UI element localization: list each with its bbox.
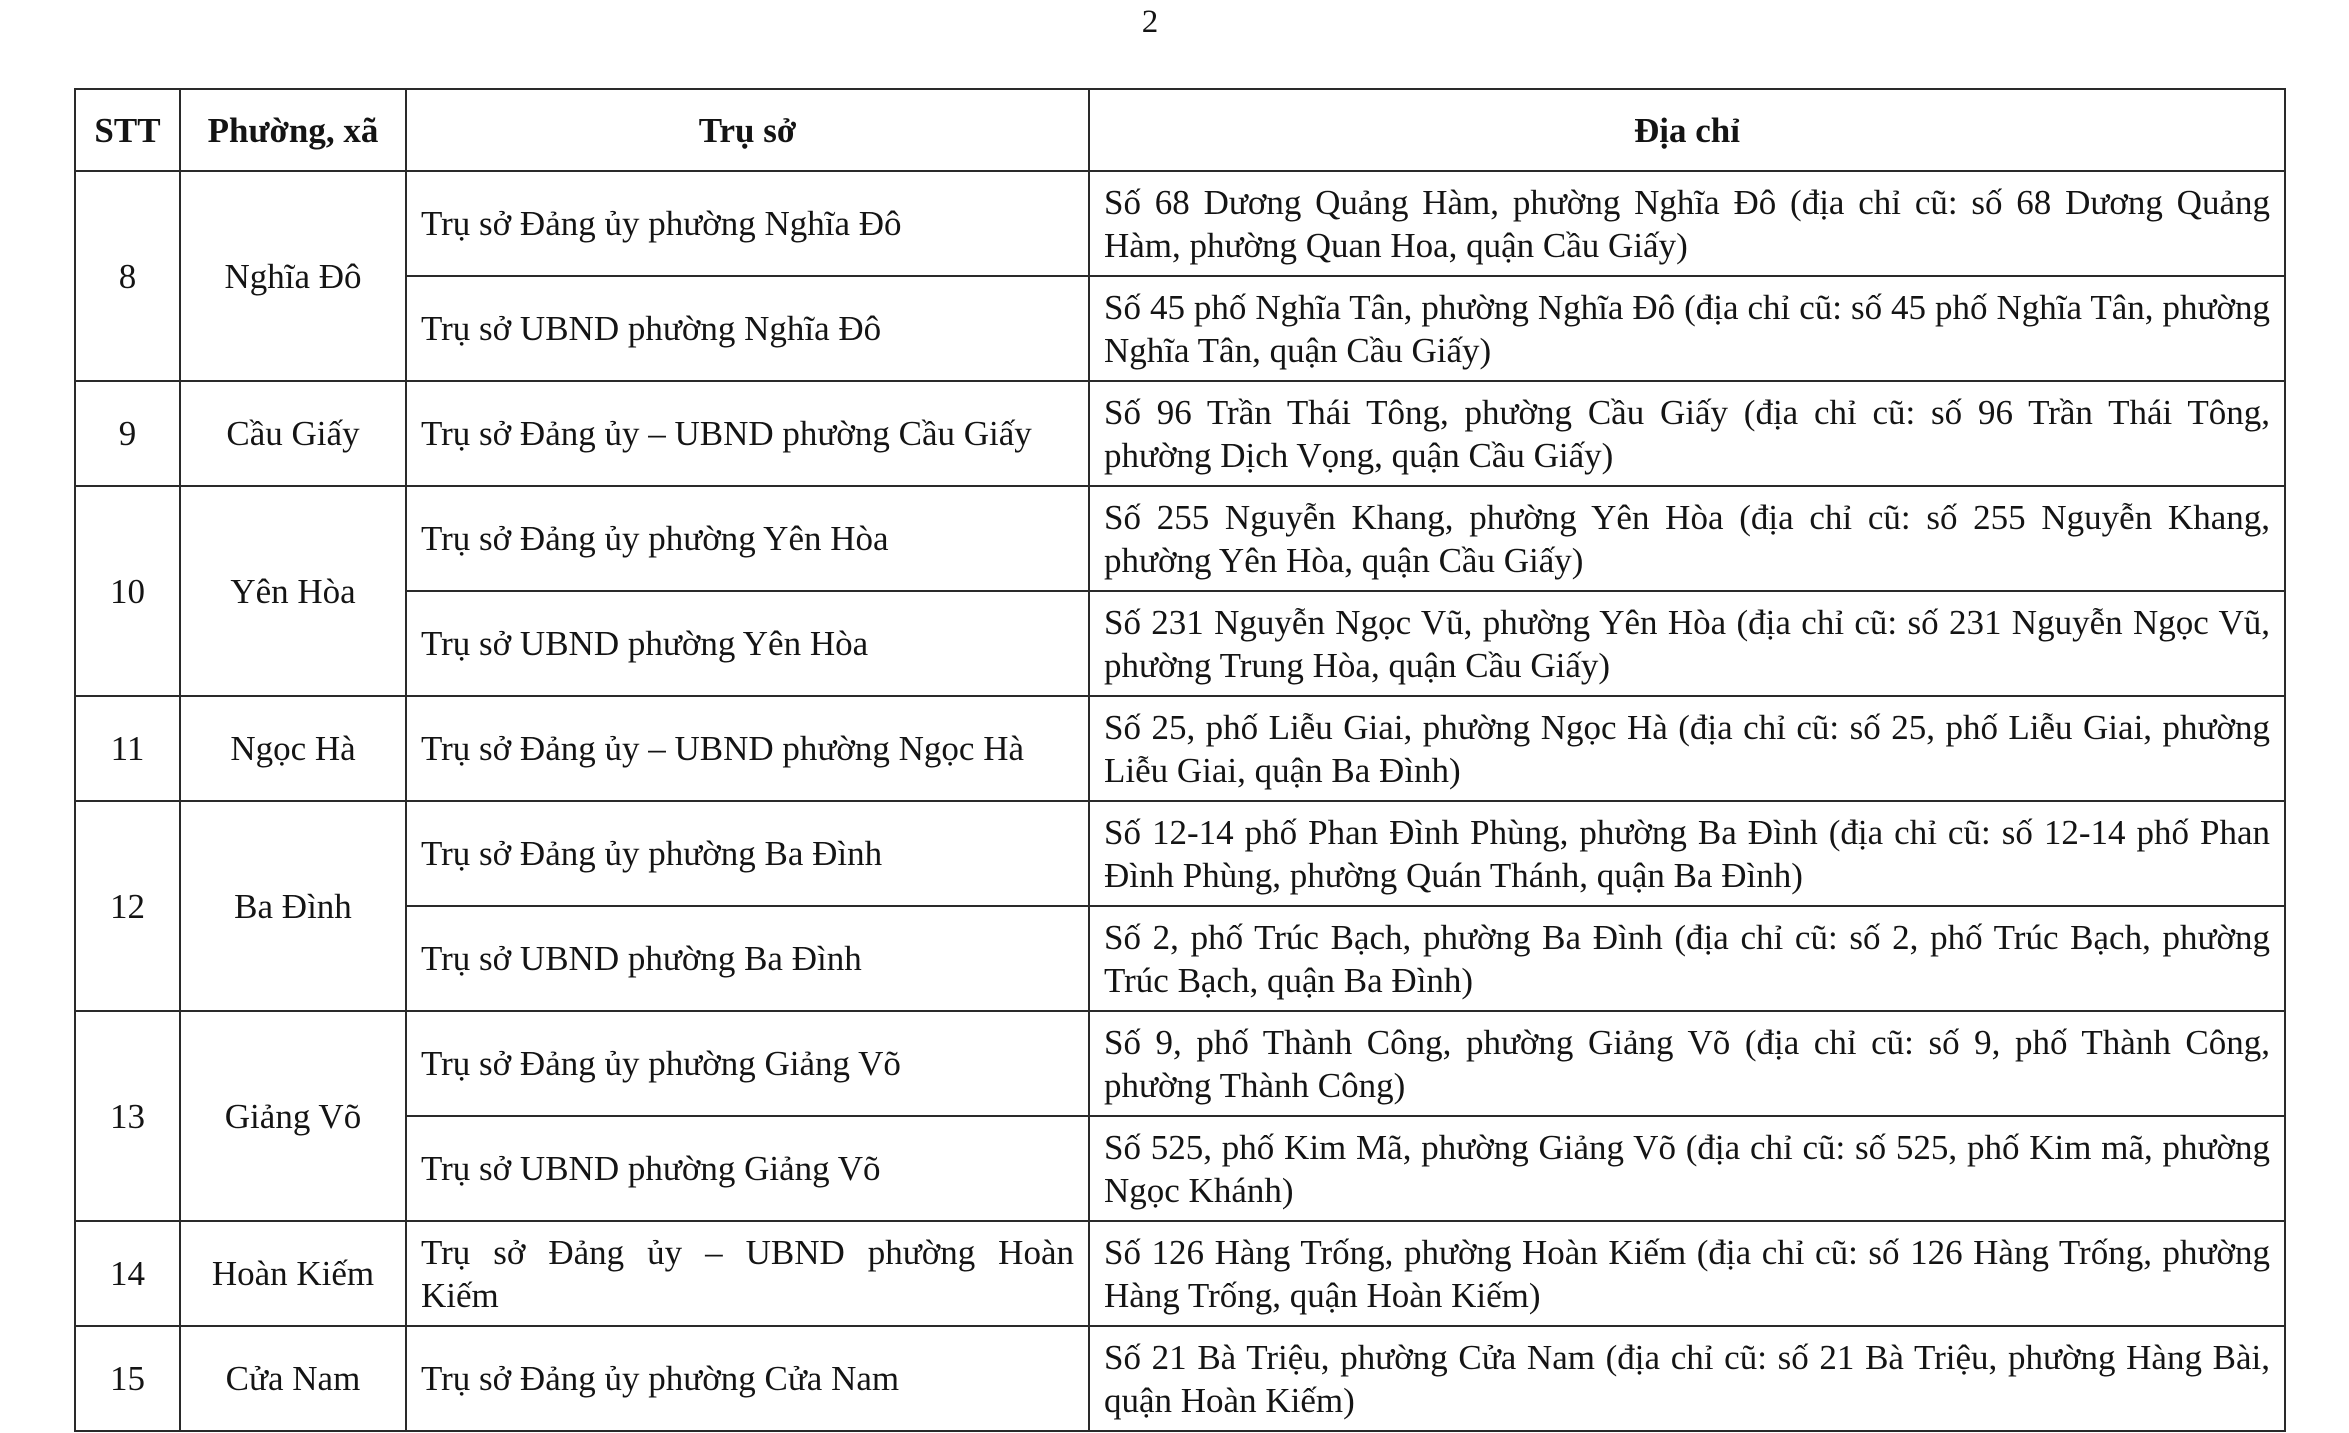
table-row [75,1011,2285,1116]
header-office: Trụ sở [406,89,1089,171]
table-row [75,381,2285,486]
headquarters-table [74,88,2286,1432]
address-cell: Số 21 Bà Triệu, phường Cửa Nam (địa chỉ cũ: số 21 Bà Triệu, phường Hàng Bài, quận Hoàn Kiếm) [1089,1326,2285,1431]
table-row [75,591,2285,696]
office-line-2: Kiếm [421,1275,499,1315]
stt-cell: 14 [75,1221,180,1326]
header-ward: Phường, xã [180,89,406,171]
office-cell: Trụ sở UBND phường Giảng Võ [406,1116,1089,1221]
address-cell: Số 2, phố Trúc Bạch, phường Ba Đình (địa chỉ cũ: số 2, phố Trúc Bạch, phường Trúc Bạch, quận Ba Đình) [1089,906,2285,1011]
table-row [75,696,2285,801]
address-cell: Số 255 Nguyễn Khang, phường Yên Hòa (địa chỉ cũ: số 255 Nguyễn Khang, phường Yên Hòa, quận Cầu Giấy) [1089,486,2285,591]
office-cell: Trụ sở Đảng ủy phường Yên Hòa [406,486,1089,591]
office-cell: Trụ sở Đảng ủy phường Ba Đình [406,801,1089,906]
address-cell: Số 231 Nguyễn Ngọc Vũ, phường Yên Hòa (địa chỉ cũ: số 231 Nguyễn Ngọc Vũ, phường Trung Hòa, quận Cầu Giấy) [1089,591,2285,696]
stt-cell: 9 [75,381,180,486]
ward-cell: Nghĩa Đô [180,171,406,381]
office-cell: Trụ sở UBND phường Yên Hòa [406,591,1089,696]
ward-cell: Yên Hòa [180,486,406,696]
table-row [75,1326,2285,1431]
ward-cell: Cửa Nam [180,1326,406,1431]
ward-cell: Giảng Võ [180,1011,406,1221]
address-cell: Số 126 Hàng Trống, phường Hoàn Kiếm (địa chỉ cũ: số 126 Hàng Trống, phường Hàng Trống, quận Hoàn Kiếm) [1089,1221,2285,1326]
ward-cell: Ngọc Hà [180,696,406,801]
office-cell: Trụ sở Đảng ủy phường Cửa Nam [406,1326,1089,1431]
table-row [75,171,2285,276]
page-number: 2 [1141,4,1159,40]
ward-cell: Hoàn Kiếm [180,1221,406,1326]
office-line-1: Trụ sở Đảng ủy – UBND phường Hoàn [421,1232,1074,1272]
office-cell: Trụ sở Đảng ủy phường Nghĩa Đô [406,171,1089,276]
stt-cell: 11 [75,696,180,801]
header-address: Địa chỉ [1089,89,2285,171]
table-row [75,486,2285,591]
office-cell: Trụ sở Đảng ủy – UBND phường Ngọc Hà [406,696,1089,801]
stt-cell: 8 [75,171,180,381]
header-stt: STT [75,89,180,171]
address-cell: Số 68 Dương Quảng Hàm, phường Nghĩa Đô (địa chỉ cũ: số 68 Dương Quảng Hàm, phường Quan Hoa, quận Cầu Giấy) [1089,171,2285,276]
table-row [75,906,2285,1011]
stt-cell: 12 [75,801,180,1011]
address-cell: Số 12-14 phố Phan Đình Phùng, phường Ba Đình (địa chỉ cũ: số 12-14 phố Phan Đình Phùng, phường Quán Thánh, quận Ba Đình) [1089,801,2285,906]
table-header-row [75,89,2285,171]
office-cell: Trụ sở Đảng ủy – UBND phường Cầu Giấy [406,381,1089,486]
table-row [75,1221,2285,1326]
table-row [75,1116,2285,1221]
ward-cell: Cầu Giấy [180,381,406,486]
stt-cell: 10 [75,486,180,696]
ward-cell: Ba Đình [180,801,406,1011]
office-cell [406,1221,1089,1326]
table-row [75,801,2285,906]
address-cell: Số 96 Trần Thái Tông, phường Cầu Giấy (địa chỉ cũ: số 96 Trần Thái Tông, phường Dịch Vọng, quận Cầu Giấy) [1089,381,2285,486]
address-cell: Số 525, phố Kim Mã, phường Giảng Võ (địa chỉ cũ: số 525, phố Kim mã, phường Ngọc Khánh) [1089,1116,2285,1221]
table-row [75,276,2285,381]
office-cell: Trụ sở UBND phường Ba Đình [406,906,1089,1011]
office-cell: Trụ sở Đảng ủy phường Giảng Võ [406,1011,1089,1116]
office-cell: Trụ sở UBND phường Nghĩa Đô [406,276,1089,381]
address-cell: Số 45 phố Nghĩa Tân, phường Nghĩa Đô (địa chỉ cũ: số 45 phố Nghĩa Tân, phường Nghĩa Tân, quận Cầu Giấy) [1089,276,2285,381]
address-cell: Số 25, phố Liễu Giai, phường Ngọc Hà (địa chỉ cũ: số 25, phố Liễu Giai, phường Liễu Giai, quận Ba Đình) [1089,696,2285,801]
stt-cell: 13 [75,1011,180,1221]
address-cell: Số 9, phố Thành Công, phường Giảng Võ (địa chỉ cũ: số 9, phố Thành Công, phường Thành Công) [1089,1011,2285,1116]
stt-cell: 15 [75,1326,180,1431]
